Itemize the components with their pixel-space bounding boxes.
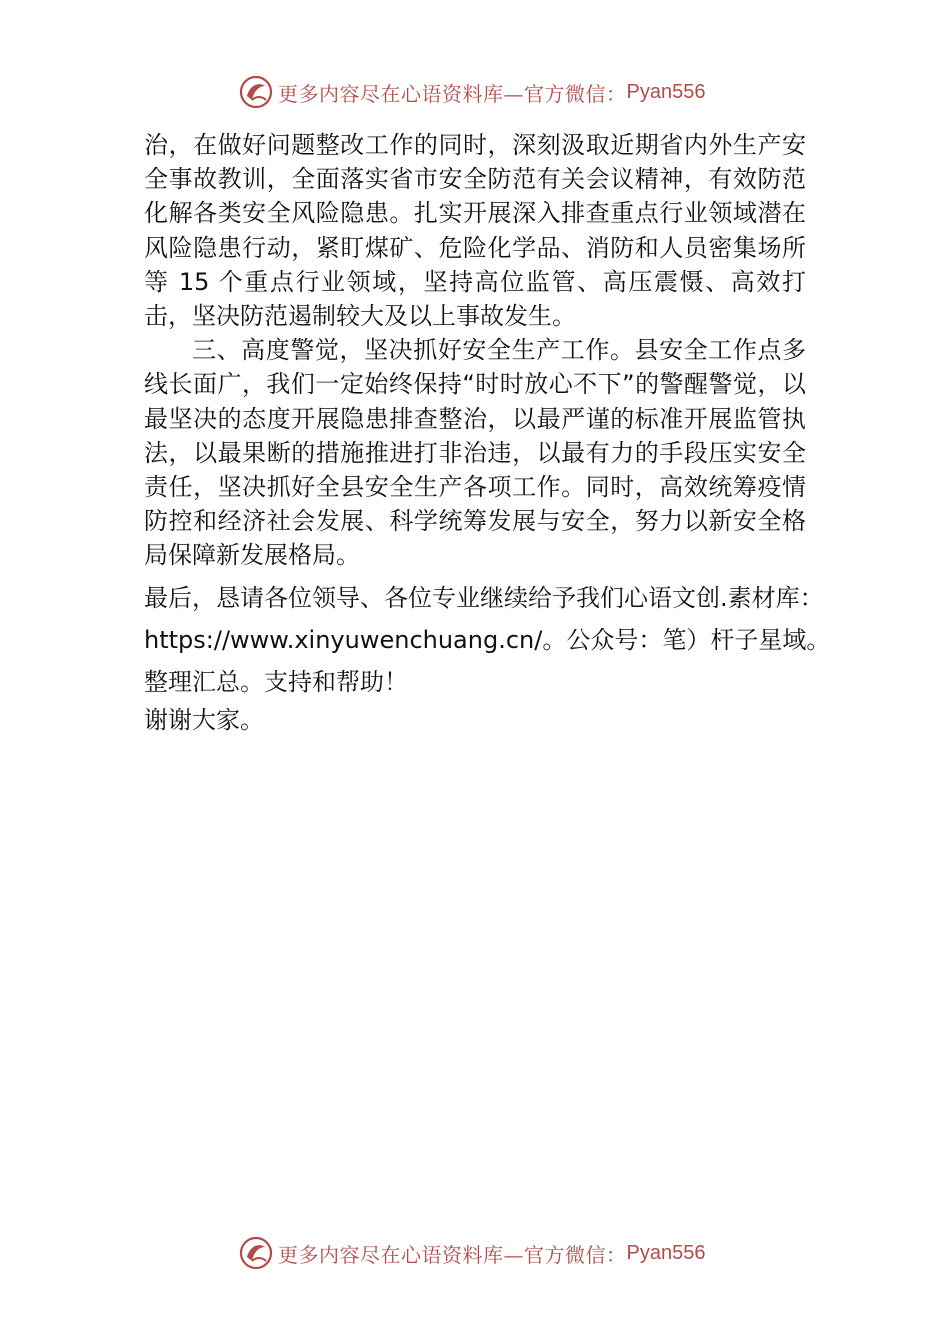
closing-line: 最后，恳请各位领导、各位专业继续给予我们心语文创.素材库： xyxy=(144,583,824,612)
paragraph: 三、高度警觉，坚决抓好安全生产工作。县安全工作点多线长面广，我们一定始终保持“时时放心不下”的警醒警觉，以最坚决的态度开展隐患排查整治，以最严谨的标准开展监管执法，以最果断的措施推进打非治违，以最有力的手段压实安全责任，坚决抓好全县安全生产各项工作。同时，高效统筹疫情防控和经济社会发展、科学统筹发展与安全，努力以新安全格局保障新发展格局。 xyxy=(144,336,806,570)
footer-banner xyxy=(238,1233,705,1273)
banner-text: 更多内容尽在心语资料库—官方微信： xyxy=(278,81,627,106)
header-banner xyxy=(238,72,705,112)
wechat-id: Pyan556 xyxy=(626,1241,706,1264)
banner-text: 更多内容尽在心语资料库—官方微信： xyxy=(278,1242,627,1267)
closing-link-line: https://www.xinyuwenchuang.cn/。公众号：笔）杆子星域。 xyxy=(144,625,831,654)
closing-thanks: 谢谢大家。 xyxy=(144,705,264,734)
wechat-id: Pyan556 xyxy=(626,80,706,103)
document-body xyxy=(144,128,860,737)
logo-icon xyxy=(238,74,274,110)
logo-icon xyxy=(238,1235,274,1271)
closing-line: 整理汇总。支持和帮助！ xyxy=(144,667,408,696)
paragraph: 治，在做好问题整改工作的同时，深刻汲取近期省内外生产安全事故教训，全面落实省市安全防范有关会议精神，有效防范化解各类安全风险隐患。扎实开展深入排查重点行业领域潜在风险隐患行动，紧盯煤矿、危险化学品、消防和人员密集场所等 15 个重点行业领域，坚持高位监管、高压震慑、高效打击，坚决防范遏制较大及以上事故发生。 xyxy=(144,131,806,331)
